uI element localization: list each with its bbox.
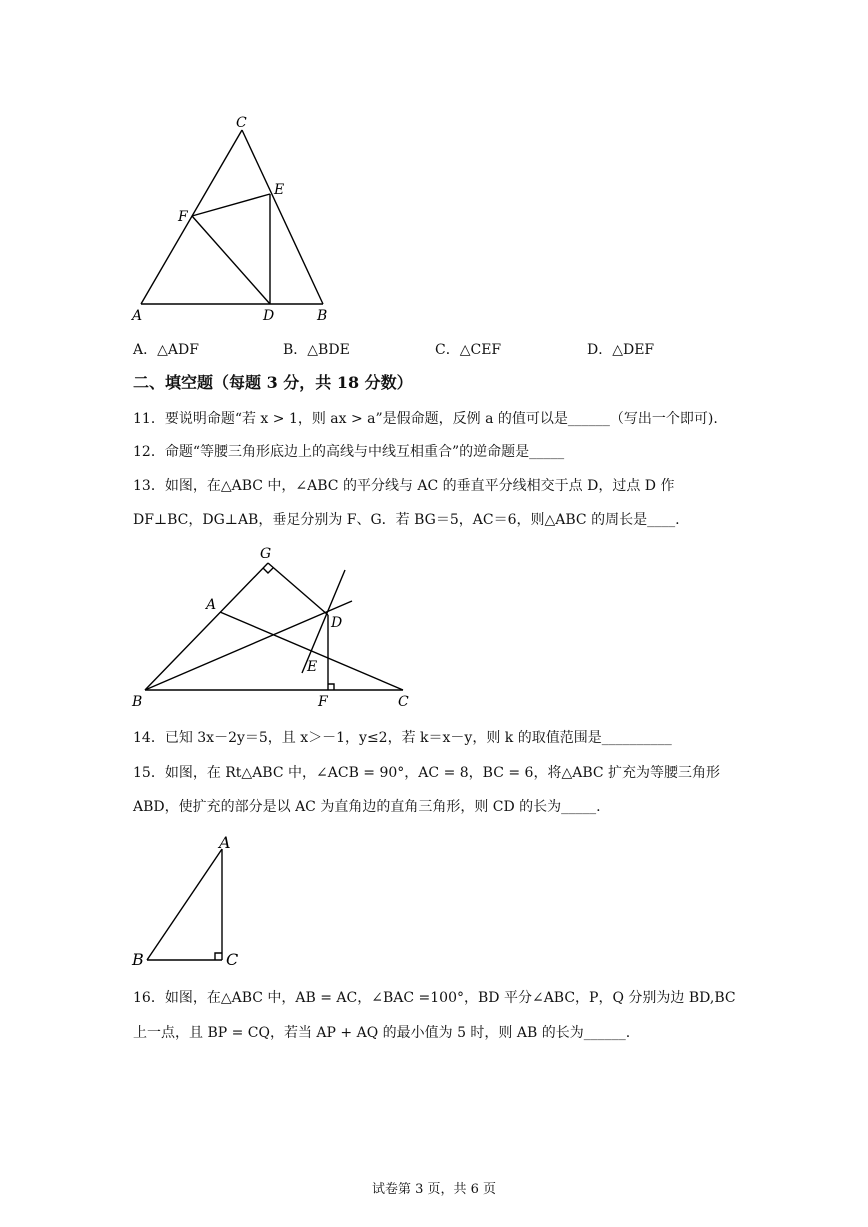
label-d: D — [331, 615, 343, 631]
side-ab — [147, 849, 222, 960]
question-15-line2: ABD，使扩充的部分是以 AC 为直角边的直角三角形，则 CD 的长为_____. — [133, 799, 601, 815]
question-13-line2: DF⊥BC，DG⊥AB，垂足分别为 F、G．若 BG＝5，AC＝6，则△ABC 的周长是____. — [133, 512, 680, 528]
label-d: D — [263, 308, 275, 324]
label-a: A — [219, 833, 231, 852]
question-14: 14．已知 3x－2y＝5，且 x＞－1，y≤2，若 k＝x－y，则 k 的取值范围是__________ — [133, 730, 672, 746]
question-12: 12．命题“等腰三角形底边上的高线与中线互相重合”的逆命题是_____ — [133, 444, 565, 460]
option-d[interactable]: D．△DEF — [587, 342, 655, 358]
label-c: C — [236, 115, 247, 131]
side-ac — [141, 130, 242, 304]
figure-angle-bisector — [120, 540, 420, 715]
question-13-line1: 13．如图，在△ABC 中，∠ABC 的平分线与 AC 的垂直平分线相交于点 D，过点 D 作 — [133, 478, 675, 494]
label-b: B — [132, 950, 144, 969]
segment-gd — [268, 563, 328, 615]
line-bg — [145, 563, 268, 690]
label-c: C — [226, 950, 239, 969]
side-cb — [242, 130, 323, 304]
label-f: F — [178, 209, 188, 225]
question-16-line1: 16．如图，在△ABC 中，AB = AC，∠BAC =100°，BD 平分∠ABC，P，Q 分别为边 BD,BC — [133, 990, 736, 1006]
option-a[interactable]: A．△ADF — [133, 342, 199, 358]
label-b: B — [317, 308, 328, 324]
label-c: C — [398, 694, 409, 710]
page-footer: 试卷第 3 页，共 6 页 — [371, 1182, 497, 1197]
label-a: A — [206, 597, 217, 613]
option-c[interactable]: C．△CEF — [435, 342, 502, 358]
section-title-fill-blank: 二、填空题（每题 3 分，共 18 分数） — [133, 373, 413, 392]
label-a: A — [132, 308, 143, 324]
segment-fd — [192, 216, 270, 304]
label-e: E — [307, 659, 318, 675]
label-g: G — [260, 546, 272, 562]
question-15-line1: 15．如图，在 Rt△ABC 中，∠ACB = 90°，AC = 8，BC = 6，将△ABC 扩充为等腰三角形 — [133, 765, 721, 781]
label-f: F — [318, 694, 328, 710]
option-b[interactable]: B．△BDE — [283, 342, 350, 358]
question-16-line2: 上一点，且 BP = CQ，若当 AP + AQ 的最小值为 5 时，则 AB 的长为______. — [133, 1025, 631, 1041]
label-e: E — [274, 182, 285, 198]
right-angle-mark-f — [328, 684, 334, 690]
figure-triangle-def — [120, 100, 350, 330]
figure-right-triangle — [125, 830, 255, 975]
right-angle-mark-c — [215, 953, 222, 960]
label-b: B — [132, 694, 143, 710]
question-11: 11．要说明命题“若 x > 1，则 ax > a”是假命题，反例 a 的值可以是______（写出一个即可). — [133, 411, 718, 427]
right-angle-mark-g — [263, 568, 273, 573]
bisector-bd — [145, 601, 352, 690]
